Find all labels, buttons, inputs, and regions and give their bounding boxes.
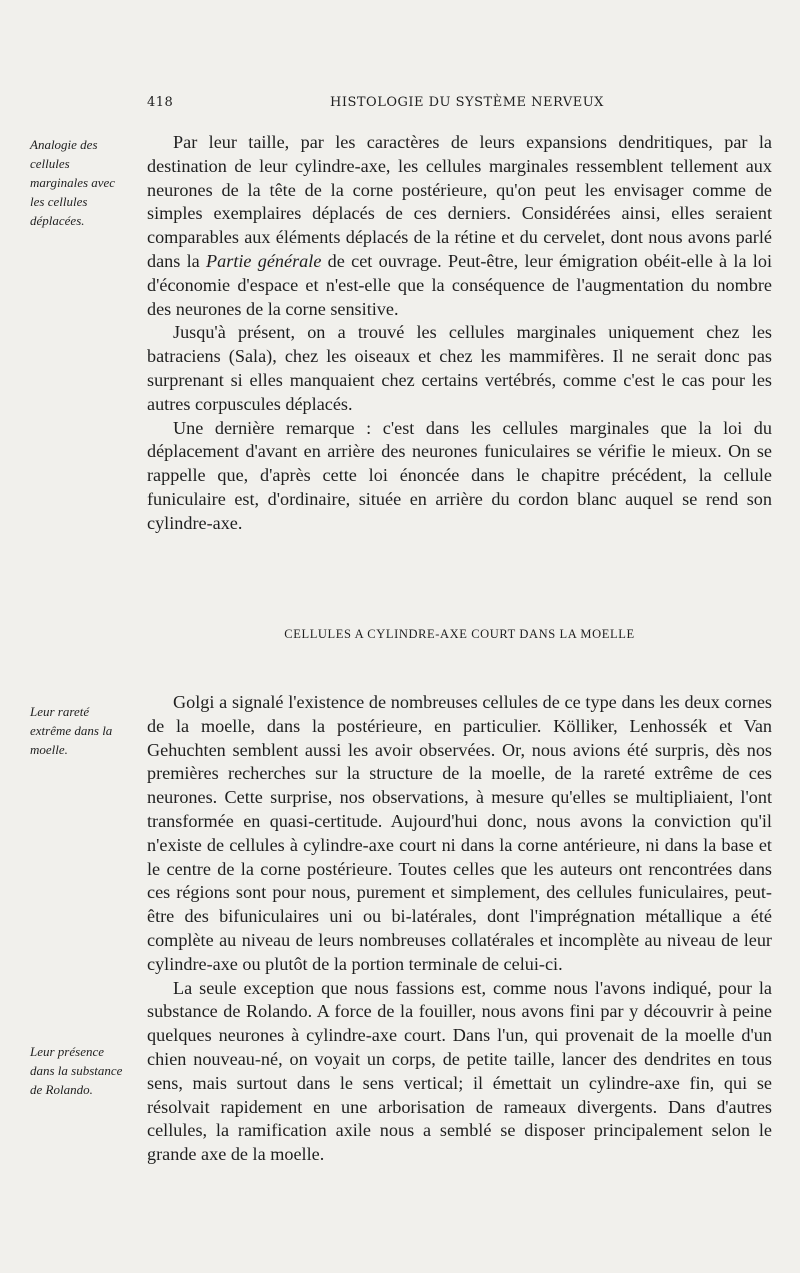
paragraph: Par leur taille, par les caractères de leurs expansions dendritiques, par la destination de leur cylindre-axe, les cellules marginales ressemblent tellement aux neurones de la tête de la corne postérieure, qu'on peut les envisager comme de simples exemplaires déplacés de ces derniers. Considérées ainsi, elles seraient comparables aux éléments déplacés de la rétine et du cervelet, dont nous avons parlé dans la Partie générale de cet ouvrage. Peut-être, leur émigration obéit-elle à la loi d'économie d'espace et n'est-elle que la conséquence de l'augmentation du nombre des neurones de la corne sensitive. (147, 132, 772, 319)
margin-note-rarete: Leur rareté extrême dans la moelle. (30, 704, 113, 757)
section-cylindre-axe-court (147, 691, 772, 1167)
emphasis-partie-generale: Partie générale (206, 250, 322, 271)
paragraph: Golgi a signalé l'existence de nombreuses cellules de ce type dans les deux cornes de la moelle, dans la postérieure, en particulier. Kölliker, Lenhossék et Van Gehuchten semblent aussi les avoir observées. Or, nous avions été surpris, dès nos premières recherches sur la structure de la moelle, de la rareté extrême de ces neurones. Cette surprise, nos observations, à mesure qu'elles se multipliaient, l'ont transformée en quasi-certitude. Aujourd'hui donc, nous avons la conviction qu'il n'existe de cellules à cylindre-axe court ni dans la corne antérieure, ni dans la base et le centre de la corne postérieure. Toutes celles que les auteurs ont rencontrées dans ces régions sont pour nous, purement et simplement, des cellules funiculaires, peut-être des bifuniculaires uni ou bi-latérales, dont l'imprégnation métallique a été complète au niveau de leurs nombreuses collatérales et incomplète au niveau de leur cylindre-axe ou plutôt de la portion terminale de celui-ci. (147, 692, 772, 974)
section-cellules-marginales (147, 131, 772, 536)
margin-note-rolando: Leur présence dans la substance de Rolando. (30, 1044, 123, 1097)
section-heading: CELLULES A CYLINDRE-AXE COURT DANS LA MOELLE (284, 627, 635, 641)
paragraph: Jusqu'à présent, on a trouvé les cellules marginales uniquement chez les batraciens (Sala), chez les oiseaux et chez les mammifères. Il ne serait donc pas surprenant si elles manquaient chez certains vertébrés, comme c'est le cas pour les autres corpuscules déplacés. (147, 322, 772, 414)
page-number: 418 (147, 95, 174, 110)
paragraph: La seule exception que nous fassions est, comme nous l'avons indiqué, pour la substance de Rolando. A force de la fouiller, nous avons fini par y découvrir à peine quelques neurones à cylindre-axe court. Dans l'un, qui provenait de la moelle d'un chien nouveau-né, on voyait un corps, de petite taille, lancer des dendrites en tous sens, mais surtout dans le sens vertical; il émettait un cylindre-axe fin, qui se résolvait rapidement en une arborisation de rameaux divergents. Dans d'autres cellules, la ramification axile nous a semblé se disposer principalement selon le grande axe de la moelle. (147, 977, 772, 1165)
running-title: HISTOLOGIE DU SYSTÈME NERVEUX (330, 95, 604, 110)
margin-note-analogie: Analogie des cellules marginales avec les cellules déplacées. (30, 137, 116, 228)
paragraph: Une dernière remarque : c'est dans les cellules marginales que la loi du déplacement d'avant en arrière des neurones funiculaires se vérifie le mieux. On se rappelle que, d'après cette loi énoncée dans le chapitre précédent, la cellule funiculaire est, d'ordinaire, située en arrière du cordon blanc auquel se rend son cylindre-axe. (147, 417, 772, 533)
